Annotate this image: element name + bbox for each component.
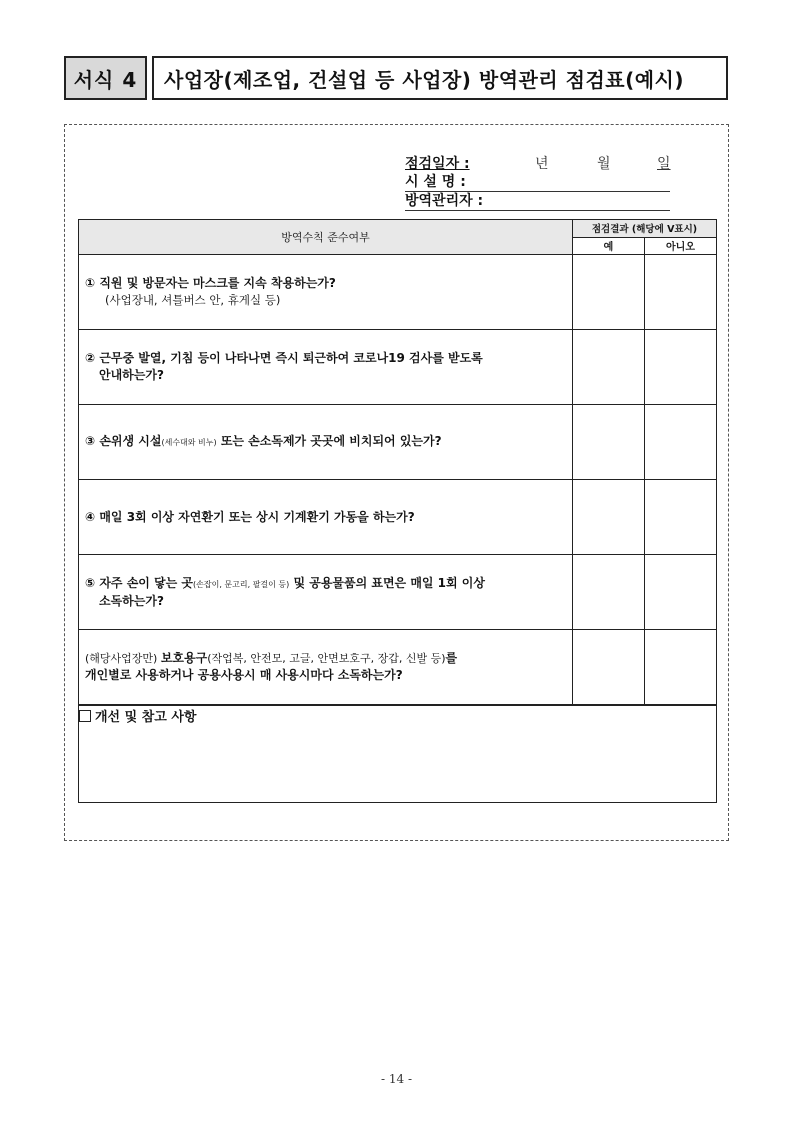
table-row [79,480,717,555]
question-6-text: 보호용구 [160,651,208,665]
question-2-text: ② 근무중 발열, 기침 등이 나타나면 즉시 퇴근하여 코로나19 검사를 받도록 [85,351,483,365]
inspection-date-label: 점검일자 : [405,156,470,172]
day-label: 일 [657,156,671,172]
question-1 [79,255,573,330]
answer-yes-cell[interactable] [573,330,645,405]
question-3-note: (세수대와 비누) [161,438,217,447]
answer-yes-cell[interactable] [573,405,645,480]
form-number-tag: 서식 4 [64,56,147,100]
year-label: 년 [535,156,549,172]
manager-line[interactable] [405,192,670,211]
answer-yes-cell[interactable] [573,630,645,706]
inspection-info [405,155,670,211]
table-row [79,405,717,480]
answer-yes-cell[interactable] [573,480,645,555]
table-row [79,555,717,630]
notes-label: 개선 및 참고 사항 [95,710,197,725]
question-5-text: ⑤ 자주 손이 닿는 곳 [85,575,194,590]
header-result: 점검결과 (해당에 V표시) [573,220,717,238]
form-title: 사업장(제조업, 건설업 등 사업장) 방역관리 점검표(예시) [152,56,728,100]
manager-label: 방역관리자 : [405,193,484,209]
question-3-text-cont: 또는 손소독제가 곳곳에 비치되어 있는가? [216,434,442,448]
table-row [79,255,717,330]
question-6-text-cont: 개인별로 사용하거나 공용사용시 매 사용시마다 소독하는가? [85,668,403,682]
answer-no-cell[interactable] [645,480,717,555]
facility-name-label: 시 설 명 : [405,174,466,190]
question-6-suffix: 를 [445,651,458,665]
question-2 [79,330,573,405]
header-yes: 예 [573,237,645,255]
question-5-text-end: 소독하는가? [99,593,164,608]
answer-no-cell[interactable] [645,255,717,330]
question-5-text-cont: 및 공용물품의 표면은 매일 1회 이상 [289,575,485,590]
question-4 [79,480,573,555]
answer-no-cell[interactable] [645,555,717,630]
question-2-text-cont: 안내하는가? [99,368,164,382]
notes-section[interactable] [79,705,717,803]
answer-no-cell[interactable] [645,405,717,480]
question-5 [79,555,573,630]
title-bar [64,56,728,102]
question-6-prefix: (해당사업장만) [85,652,161,665]
answer-yes-cell[interactable] [573,255,645,330]
page-number: - 14 - [380,1072,412,1086]
question-6-note: (작업복, 안전모, 고글, 안면보호구, 장갑, 신발 등) [207,652,446,665]
question-1-note: (사업장내, 셔틀버스 안, 휴게실 등) [105,293,281,307]
header-compliance: 방역수칙 준수여부 [79,220,573,255]
checkbox-icon [79,710,91,722]
question-3 [79,405,573,480]
month-label: 월 [597,156,611,172]
question-1-text: ① 직원 및 방문자는 마스크를 지속 착용하는가? [85,276,336,290]
checklist-table [78,219,717,803]
header-no: 아니오 [645,237,717,255]
answer-no-cell[interactable] [645,630,717,706]
table-row [79,630,717,706]
question-4-text: ④ 매일 3회 이상 자연환기 또는 상시 기계환기 가동을 하는가? [85,509,415,524]
table-row [79,330,717,405]
answer-no-cell[interactable] [645,330,717,405]
question-3-text: ③ 손위생 시설 [85,434,162,448]
question-5-note: (손잡이, 문고리, 팔걸이 등) [193,579,290,589]
question-6 [79,630,573,706]
answer-yes-cell[interactable] [573,555,645,630]
